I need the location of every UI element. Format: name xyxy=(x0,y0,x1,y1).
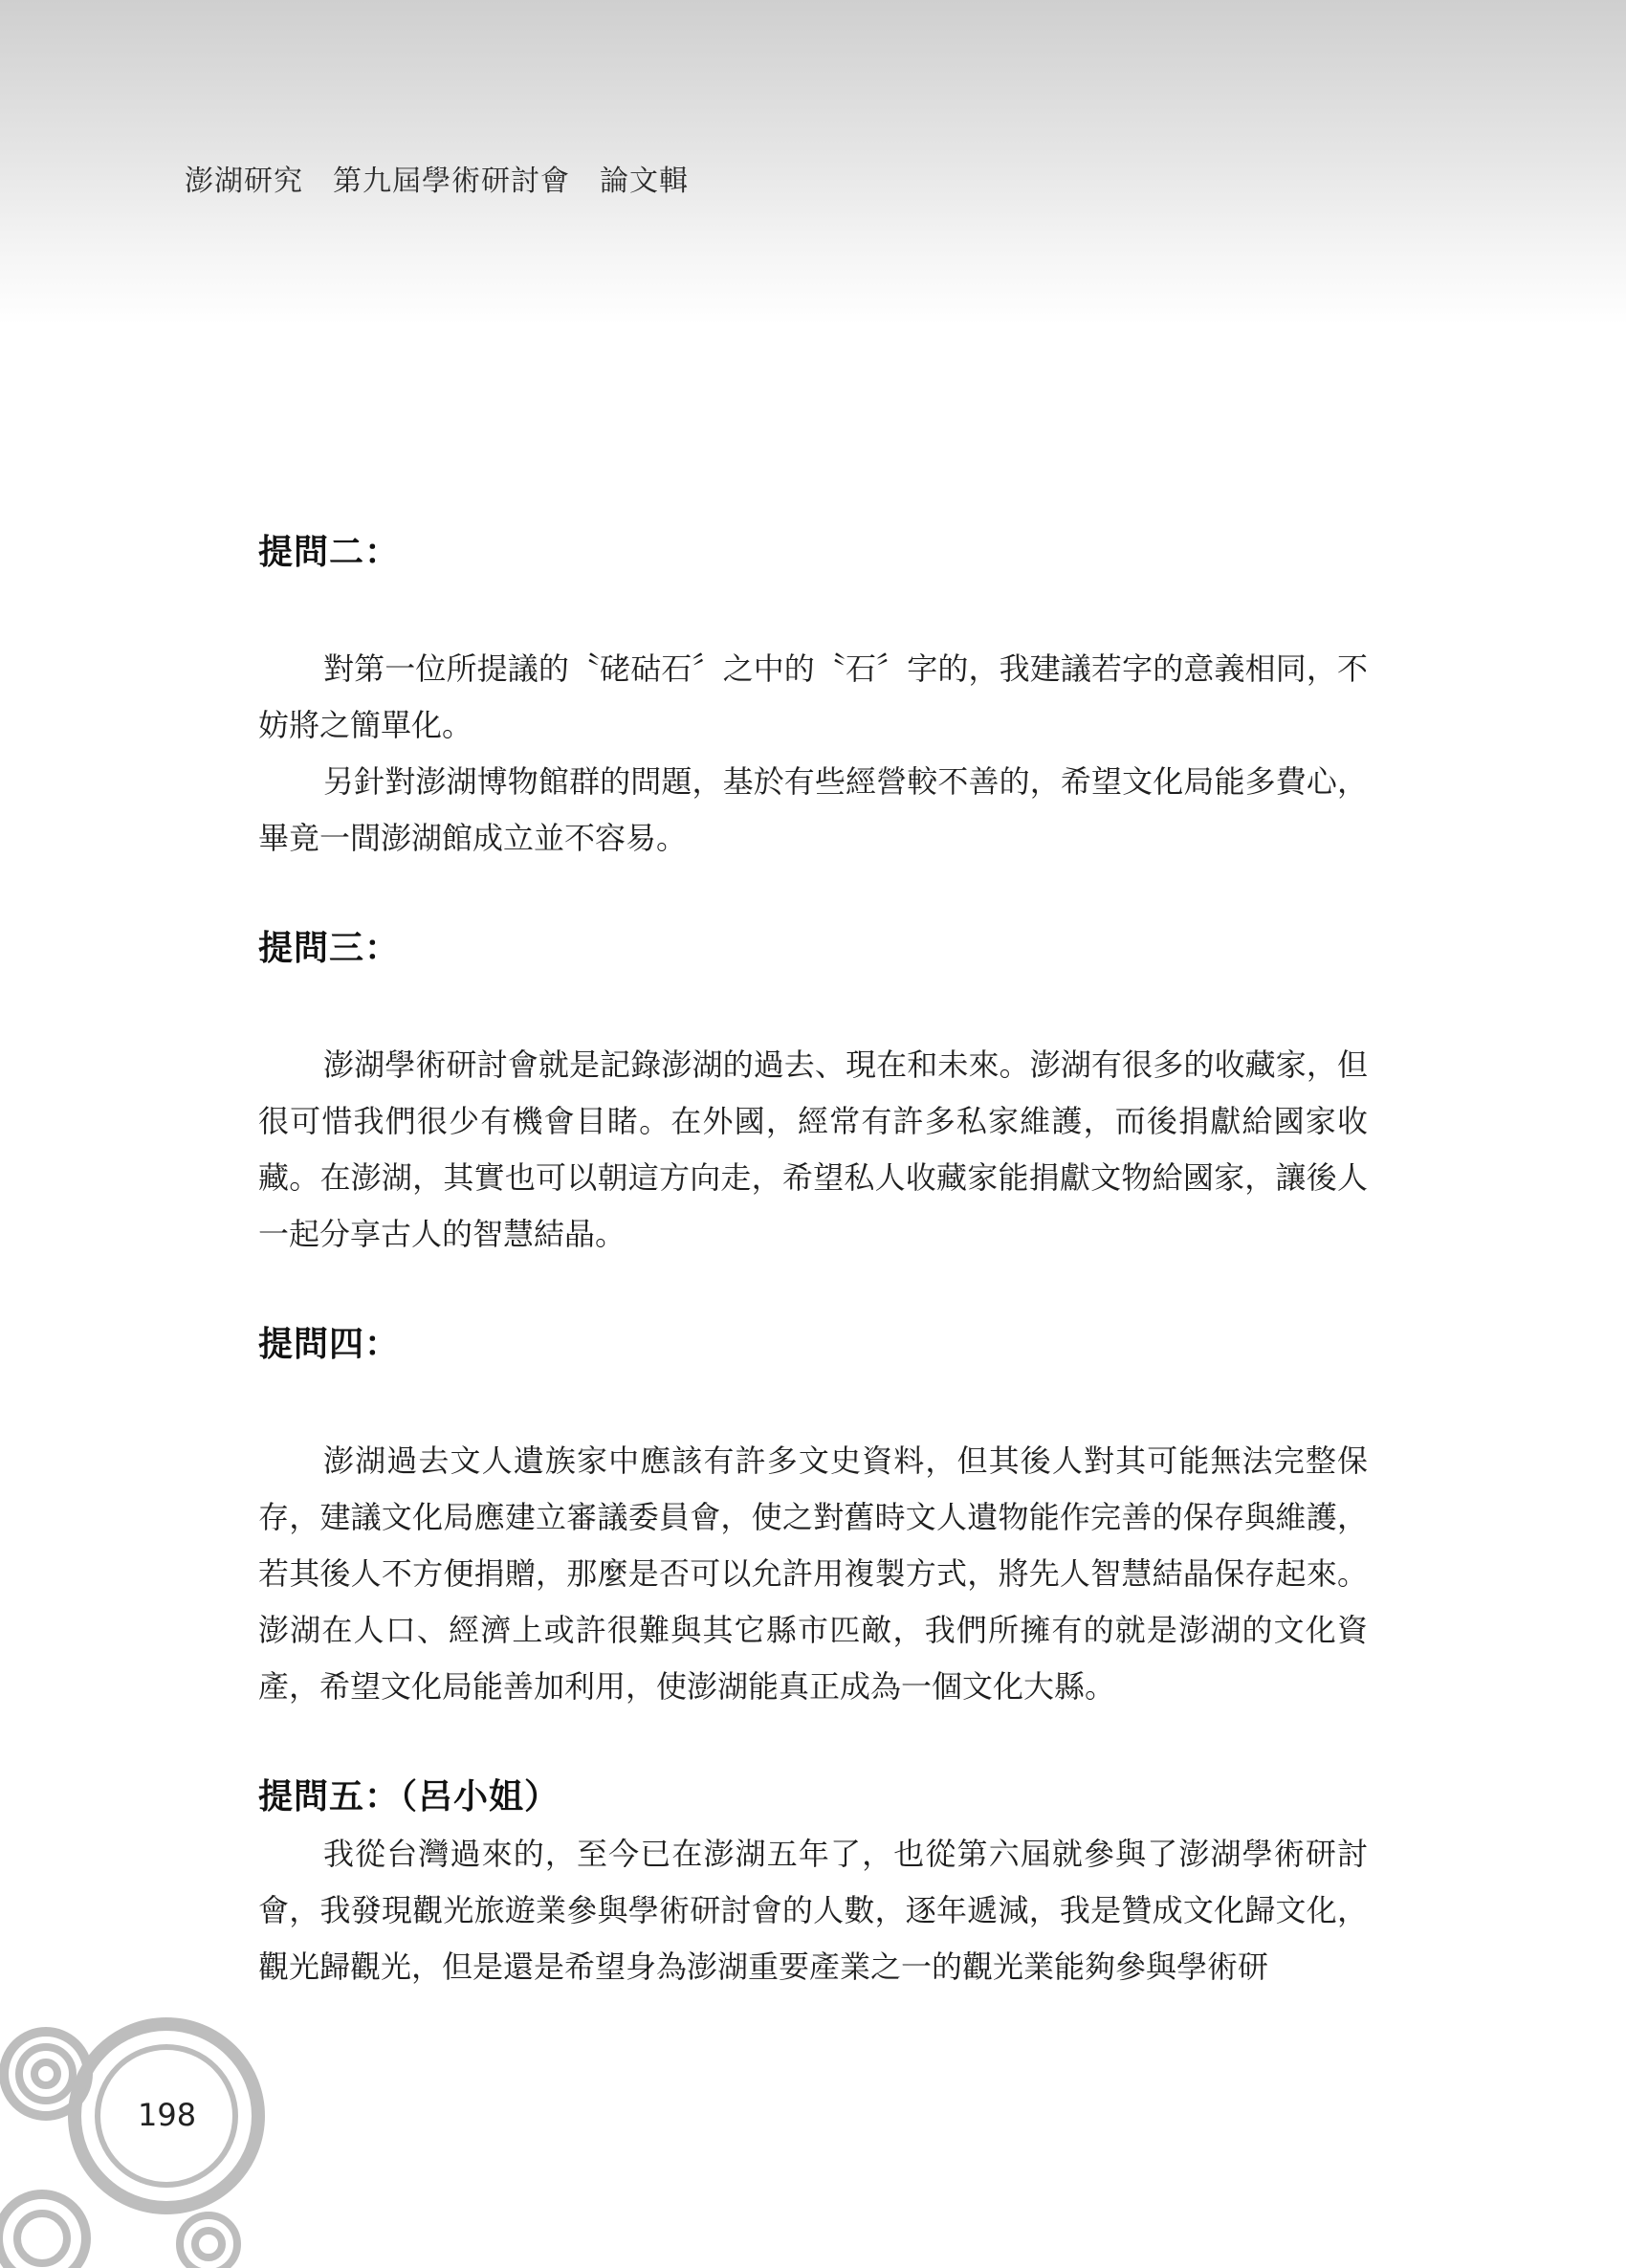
section-title-q4: 提問四： xyxy=(258,1325,401,1364)
paragraph-q5-1: 我從台灣過來的，至今已在澎湖五年了，也從第六屆就參與了澎湖學術研討會，我發現觀光旅遊業參與學術研討會的人數，逐年遞減，我是贊成文化歸文化，觀光歸觀光，但是還是希望身為澎湖重要產業之一的觀光業能夠參與學術研 xyxy=(258,1836,1368,1985)
running-header: 澎湖研究 第九屆學術研討會 論文輯 xyxy=(185,165,689,198)
section-title-q3: 提問三： xyxy=(258,929,401,968)
page-body xyxy=(258,524,1368,1995)
section-title-q2: 提問二： xyxy=(258,533,401,572)
paragraph-q4-1: 澎湖過去文人遺族家中應該有許多文史資料，但其後人對其可能無法完整保存，建議文化局應建立審議委員會，使之對舊時文人遺物能作完善的保存與維護，若其後人不方便捐贈，那麼是否可以允許用複製方式，將先人智慧結晶保存起來。澎湖在人口、經濟上或許很難與其它縣市匹敵，我們所擁有的就是澎湖的文化資產，希望文化局能善加利用，使澎湖能真正成為一個文化大縣。 xyxy=(258,1442,1368,1705)
paragraph-q2-2: 另針對澎湖博物館群的問題，基於有些經營較不善的，希望文化局能多費心，畢竟一間澎湖館成立並不容易。 xyxy=(258,763,1368,856)
paragraph-q2-1: 對第一位所提議的〝硓𥑮石〞之中的〝石〞字的，我建議若字的意義相同，不妨將之簡單化。 xyxy=(258,650,1368,743)
page-number: 198 xyxy=(138,2097,197,2133)
section-title-q5: 提問五：（呂小姐） xyxy=(258,1777,560,1817)
concentric-circles-decoration xyxy=(0,2009,287,2268)
paragraph-q3-1: 澎湖學術研討會就是記錄澎湖的過去、現在和未來。澎湖有很多的收藏家，但很可惜我們很少有機會目睹。在外國，經常有許多私家維護，而後捐獻給國家收藏。在澎湖，其實也可以朝這方向走，希望私人收藏家能捐獻文物給國家，讓後人一起分享古人的智慧結晶。 xyxy=(258,1046,1368,1252)
